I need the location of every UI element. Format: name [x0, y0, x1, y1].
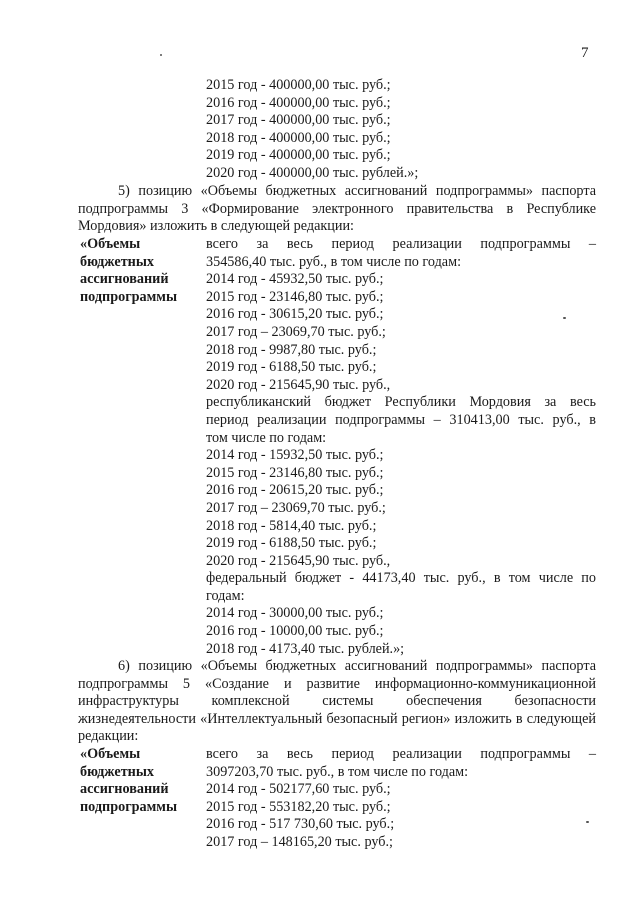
total-line: 354586,40 тыс. руб., в том числе по годам:	[206, 253, 462, 270]
year-line: 2019 год - 6188,50 тыс. руб.;	[206, 535, 377, 552]
scan-speck	[160, 54, 162, 56]
top-years-list	[206, 77, 418, 183]
year-line: 2015 год - 23146,80 тыс. руб.;	[206, 288, 384, 305]
year-line: 2019 год - 6188,50 тыс. руб.;	[206, 359, 377, 376]
total-line: 3097203,70 тыс. руб., в том числе по годам:	[206, 763, 469, 780]
total-line: всего за весь период реализации подпрограммы –	[206, 746, 596, 762]
total-line: всего за весь период реализации подпрограммы –	[206, 236, 596, 252]
label-line: ассигнований	[80, 271, 169, 288]
list-item: 2015 год - 400000,00 тыс. руб.;	[206, 77, 391, 93]
label-line: подпрограммы	[80, 288, 178, 305]
scan-speck	[563, 317, 566, 319]
year-line: 2016 год - 517 730,60 тыс. руб.;	[206, 816, 395, 833]
year-line: 2020 год - 215645,90 тыс. руб.,	[206, 552, 391, 569]
label-line: «Объемы	[80, 236, 141, 252]
page-number: 7	[581, 45, 589, 61]
label-line: бюджетных	[80, 763, 155, 780]
year-line: 2018 год - 4173,40 тыс. рублей.»;	[206, 640, 405, 657]
list-item: 2020 год - 400000,00 тыс. рублей.»;	[206, 164, 419, 181]
year-line: 2015 год - 553182,20 тыс. руб.;	[206, 798, 391, 815]
label-line: подпрограммы	[80, 798, 178, 815]
year-line: 2017 год – 23069,70 тыс. руб.;	[206, 499, 386, 516]
year-line: 2016 год - 30615,20 тыс. руб.;	[206, 306, 384, 323]
year-line: 2020 год - 215645,90 тыс. руб.,	[206, 376, 391, 393]
republic-line: период реализации подпрограммы – 310413,00 тыс. руб., в	[206, 411, 596, 428]
year-line: 2017 год – 148165,20 тыс. руб.;	[206, 833, 393, 850]
republic-line: республиканский бюджет Республики Мордовия за весь	[206, 394, 596, 411]
year-line: 2016 год - 20615,20 тыс. руб.;	[206, 482, 384, 499]
item-6-paragraph: 6) позицию «Объемы бюджетных ассигнований подпрограммы» паспорта подпрограммы 5 «Создание и развитие информационно-коммуникационной инфраструктуры комплексной системы обеспечения безопасности жизнедеятельности «Интеллектуальный безопасный регион» изложить в следующей редакции:	[78, 658, 596, 745]
list-item: 2017 год - 400000,00 тыс. руб.;	[206, 112, 391, 129]
year-line: 2018 год - 9987,80 тыс. руб.;	[206, 341, 377, 358]
item-6-label	[80, 746, 198, 816]
item-5-label	[80, 236, 198, 306]
year-line: 2014 год - 502177,60 тыс. руб.;	[206, 781, 391, 798]
year-line: 2018 год - 5814,40 тыс. руб.;	[206, 517, 377, 534]
year-line: 2014 год - 15932,50 тыс. руб.;	[206, 447, 384, 464]
list-item: 2018 год - 400000,00 тыс. руб.;	[206, 129, 391, 146]
list-item: 2016 год - 400000,00 тыс. руб.;	[206, 94, 391, 111]
year-line: 2015 год - 23146,80 тыс. руб.;	[206, 464, 384, 481]
federal-line: годам:	[206, 587, 245, 604]
scan-speck	[586, 821, 589, 823]
republic-line: том числе по годам:	[206, 429, 327, 446]
label-line: «Объемы	[80, 746, 141, 762]
year-line: 2014 год - 45932,50 тыс. руб.;	[206, 271, 384, 288]
federal-line: федеральный бюджет - 44173,40 тыс. руб., в том числе по	[206, 570, 596, 587]
year-line: 2016 год - 10000,00 тыс. руб.;	[206, 623, 384, 640]
item-5-values	[206, 236, 596, 658]
label-line: бюджетных	[80, 253, 155, 270]
item-5-paragraph: 5) позицию «Объемы бюджетных ассигнований подпрограммы» паспорта подпрограммы 3 «Формирование электронного правительства в Республике Мордовия» изложить в следующей редакции:	[78, 183, 596, 235]
year-line: 2017 год – 23069,70 тыс. руб.;	[206, 323, 386, 340]
label-line: ассигнований	[80, 781, 169, 798]
year-line: 2014 год - 30000,00 тыс. руб.;	[206, 605, 384, 622]
item-6-values	[206, 746, 596, 852]
list-item: 2019 год - 400000,00 тыс. руб.;	[206, 147, 391, 164]
